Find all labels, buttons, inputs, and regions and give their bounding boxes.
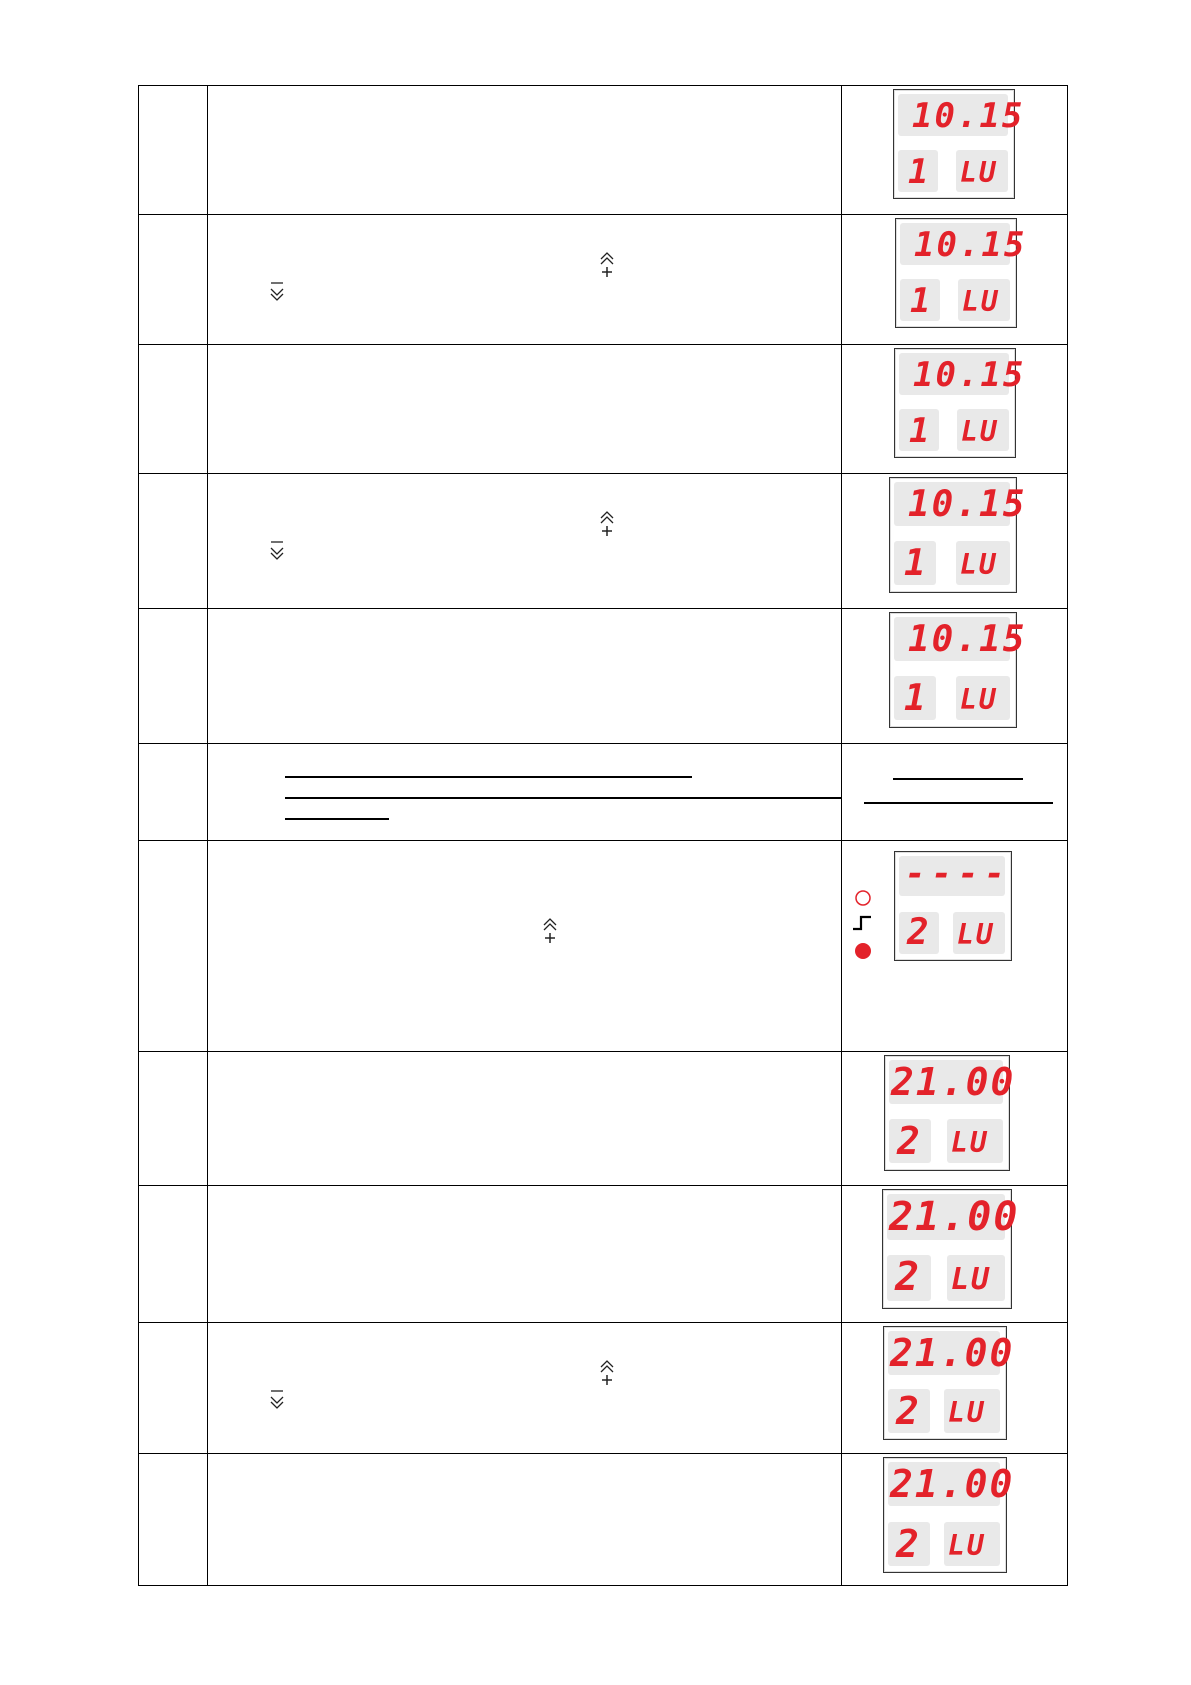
instruction-cell [208,1186,842,1323]
instruction-cell [208,1052,842,1186]
led-display-panel [894,348,1026,458]
underline-rule [285,776,692,778]
led-display-panel [884,1055,1016,1171]
instruction-cell [208,86,842,215]
instruction-cell [208,841,842,1052]
unit-display-value: LU [961,415,999,448]
main-display-value: 21.00 [889,1194,1020,1240]
table-row [139,215,1068,345]
main-display-value: 10.15 [908,484,1027,525]
display-cell [842,1052,1068,1186]
main-display-value: 10.15 [912,96,1025,136]
display-cell [842,841,1068,1052]
step-number-cell [139,1323,208,1454]
instruction-cell [208,1454,842,1586]
table-row [139,841,1068,1052]
display-cell [842,345,1068,474]
unit-display-value: LU [960,683,998,716]
index-display-value: 2 [896,1522,921,1566]
index-display-value: 2 [895,1254,922,1300]
underline-rule [864,802,1053,804]
procedure-table [138,85,1068,1586]
double-chevron-up-plus-icon [542,917,558,945]
main-display-value: 21.00 [891,1060,1016,1104]
display-cell [842,215,1068,345]
unit-display-value: LU [951,1262,992,1297]
index-display-value: 1 [909,411,932,451]
index-display-value: 1 [904,543,928,584]
index-display-value: 1 [904,678,928,719]
underline-rule [285,818,389,820]
instruction-cell [208,609,842,744]
index-display-value: 2 [896,1389,921,1433]
display-cell [842,609,1068,744]
section-heading-cell [208,744,842,841]
instruction-cell [208,345,842,474]
double-chevron-down-minus-icon [269,1389,285,1411]
main-display-value: 10.15 [913,355,1026,395]
unit-display-value: LU [948,1529,986,1562]
empty-circle-icon [856,891,870,905]
double-chevron-down-minus-icon [269,281,285,303]
led-display-panel [882,1189,1020,1309]
step-number-cell [139,1052,208,1186]
instruction-cell [208,474,842,609]
unit-display-value: LU [951,1126,989,1159]
table-row [139,1323,1068,1454]
step-number-cell [139,609,208,744]
unit-display-value: LU [962,285,1000,318]
index-display-value: 2 [897,1119,922,1163]
step-number-cell [139,86,208,215]
instruction-cell [208,1323,842,1454]
table-row [139,744,1068,841]
step-number-cell [139,744,208,841]
led-display-panel [889,612,1027,728]
unit-display-value: LU [960,548,998,581]
main-display-value: 21.00 [890,1331,1015,1375]
table-row [139,474,1068,609]
main-display-value: ---- [905,854,1011,894]
step-number-cell [139,345,208,474]
underline-rule [285,797,841,799]
step-number-cell [139,1454,208,1586]
main-display-value: 21.00 [890,1462,1015,1506]
table-row [139,609,1068,744]
table-row [139,1454,1068,1586]
index-display-value: 2 [907,912,931,953]
double-chevron-down-minus-icon [269,540,285,562]
main-display-value: 10.15 [914,225,1027,265]
step-number-cell [139,841,208,1052]
led-display-panel [883,1457,1015,1573]
index-display-value: 1 [910,281,933,321]
rising-edge-icon [853,917,871,929]
led-display-panel [895,218,1027,328]
unit-display-value: LU [957,918,995,951]
instruction-cell [208,215,842,345]
table-row [139,1052,1068,1186]
double-chevron-up-plus-icon [599,510,615,538]
display-cell [842,1186,1068,1323]
underline-rule [893,778,1023,780]
led-display-panel [893,89,1025,199]
table-row [139,86,1068,215]
filled-circle-icon [855,943,871,959]
step-number-cell [139,215,208,345]
led-display-panel [883,1326,1015,1440]
status-indicator-group [849,889,877,961]
main-display-value: 10.15 [908,619,1027,660]
unit-display-value: LU [960,156,998,189]
display-cell [842,474,1068,609]
unit-display-value: LU [948,1396,986,1429]
display-cell [842,86,1068,215]
display-cell [842,1323,1068,1454]
double-chevron-up-plus-icon [599,1359,615,1387]
display-cell [842,1454,1068,1586]
index-display-value: 1 [908,152,931,192]
heading-display-cell [842,744,1068,841]
step-number-cell [139,1186,208,1323]
led-display-panel [894,851,1012,961]
table-row [139,345,1068,474]
step-number-cell [139,474,208,609]
table-row [139,1186,1068,1323]
led-display-panel [889,477,1027,593]
double-chevron-up-plus-icon [599,251,615,279]
